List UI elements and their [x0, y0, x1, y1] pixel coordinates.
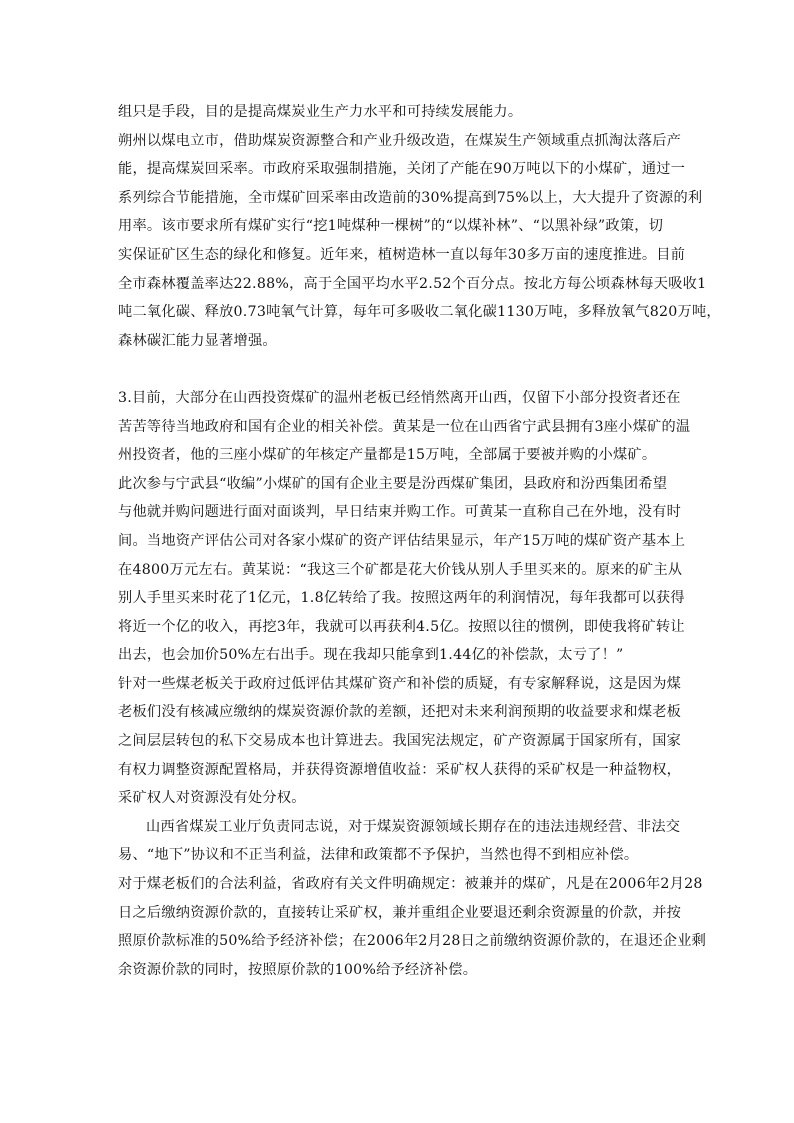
text-line: 易、“地下”协议和不正当利益，法律和政策都不予保护，当然也得不到相应补偿。: [118, 847, 639, 864]
paragraph-6: [118, 813, 683, 870]
paragraph-4: [118, 470, 686, 670]
paragraph-1: [118, 98, 683, 127]
text-line: 针对一些煤老板关于政府过低评估其煤矿资产和补偿的质疑，有专家解释说，这是因为煤: [118, 675, 682, 692]
text-line: 吨二氧化碳、释放0.73吨氧气计算，每年可多吸收二氧化碳1130万吨，多释放氧气820万吨，: [118, 304, 721, 321]
text-line: 苦苦等待当地政府和国有企业的相关补偿。黄某是一位在山西省宁武县拥有3座小煤矿的温: [118, 418, 691, 435]
paragraph-2: [118, 127, 721, 356]
text-line: 与他就并购问题进行面对面谈判，早日结束并购工作。可黄某一直称自己在外地，没有时: [118, 504, 682, 521]
text-line: 将近一个亿的收入，再挖3年，我就可以再获利4.5亿。按照以往的惯例，即使我将矿转让: [118, 618, 685, 635]
text-line: 在4800万元左右。黄某说：“我这三个矿都是花大价钱从别人手里买来的。原来的矿主从: [118, 561, 683, 578]
text-line: 照原价款标准的50%给予经济补偿；在2006年2月28日之前缴纳资源价款的，在退还企业剩: [118, 933, 707, 950]
paragraph-5: [118, 670, 683, 813]
text-line: 日之后缴纳资源价款的，直接转让采矿权，兼并重组企业要退还剩余资源量的价款，并按: [118, 904, 682, 921]
text-line: 森林碳汇能力显著增强。: [118, 332, 277, 349]
paragraph-7: [118, 870, 707, 984]
document-page: [118, 98, 721, 984]
text-line: 别人手里买来时花了1亿元，1.8亿转给了我。按照这两年的利润情况，每年我都可以获得: [118, 590, 685, 607]
text-line: 系列综合节能措施，全市煤矿回采率由改造前的30%提高到75%以上，大大提升了资源的利: [118, 189, 703, 206]
text-line: 山西省煤炭工业厅负责同志说，对于煤炭资源领域长期存在的违法违规经营、非法交: [146, 818, 681, 835]
text-line: 出去，也会加价50%左右出手。现在我却只能拿到1.44亿的补偿款，太亏了！”: [118, 647, 624, 664]
paragraph-3: [118, 384, 691, 470]
text-line: 朔州以煤电立市，借助煤炭资源整合和产业升级改造，在煤炭生产领域重点抓淘汰落后产: [118, 132, 682, 149]
text-line: 余资源价款的同时，按照原价款的100%给予经济补偿。: [118, 961, 478, 978]
text-line: 用率。该市要求所有煤矿实行“挖1吨煤种一棵树”的“以煤补林”、“以黑补绿”政策，切: [118, 218, 664, 235]
text-line: 老板们没有核减应缴纳的煤炭资源价款的差额，还把对未来利润预期的收益要求和煤老板: [118, 704, 682, 721]
text-line: 组只是手段，目的是提高煤炭业生产力水平和可持续发展能力。: [118, 104, 523, 120]
text-line: 州投资者，他的三座小煤矿的年核定产量都是15万吨，全部属于要被并购的小煤矿。: [118, 447, 657, 464]
text-line: 实保证矿区生态的绿化和修复。近年来，植树造林一直以每年30多万亩的速度推进。目前: [118, 246, 686, 263]
text-line: 能，提高煤炭回采率。市政府采取强制措施，关闭了产能在90万吨以下的小煤矿，通过一: [118, 161, 686, 178]
text-line: 采矿权人对资源没有处分权。: [118, 790, 306, 807]
paragraph-spacer: [118, 355, 683, 384]
text-line: 间。当地资产评估公司对各家小煤矿的资产评估结果显示，年产15万吨的煤矿资产基本上: [118, 532, 686, 549]
text-line: 有权力调整资源配置格局，并获得资源增值收益：采矿权人获得的采矿权是一种益物权，: [118, 761, 682, 778]
text-line: 之间层层转包的私下交易成本也计算进去。我国宪法规定，矿产资源属于国家所有，国家: [118, 733, 682, 750]
text-line: 全市森林覆盖率达22.88%，高于全国平均水平2.52个百分点。按北方每公顷森林每天吸收1: [118, 275, 707, 292]
text-line: 对于煤老板们的合法利益，省政府有关文件明确规定：被兼并的煤矿，凡是在2006年2月28: [118, 876, 703, 893]
text-line: 此次参与宁武县“收编”小煤矿的国有企业主要是汾西煤矿集团，县政府和汾西集团希望: [118, 475, 668, 492]
text-line: 3.目前，大部分在山西投资煤矿的温州老板已经悄然离开山西，仅留下小部分投资者还在: [118, 389, 681, 406]
